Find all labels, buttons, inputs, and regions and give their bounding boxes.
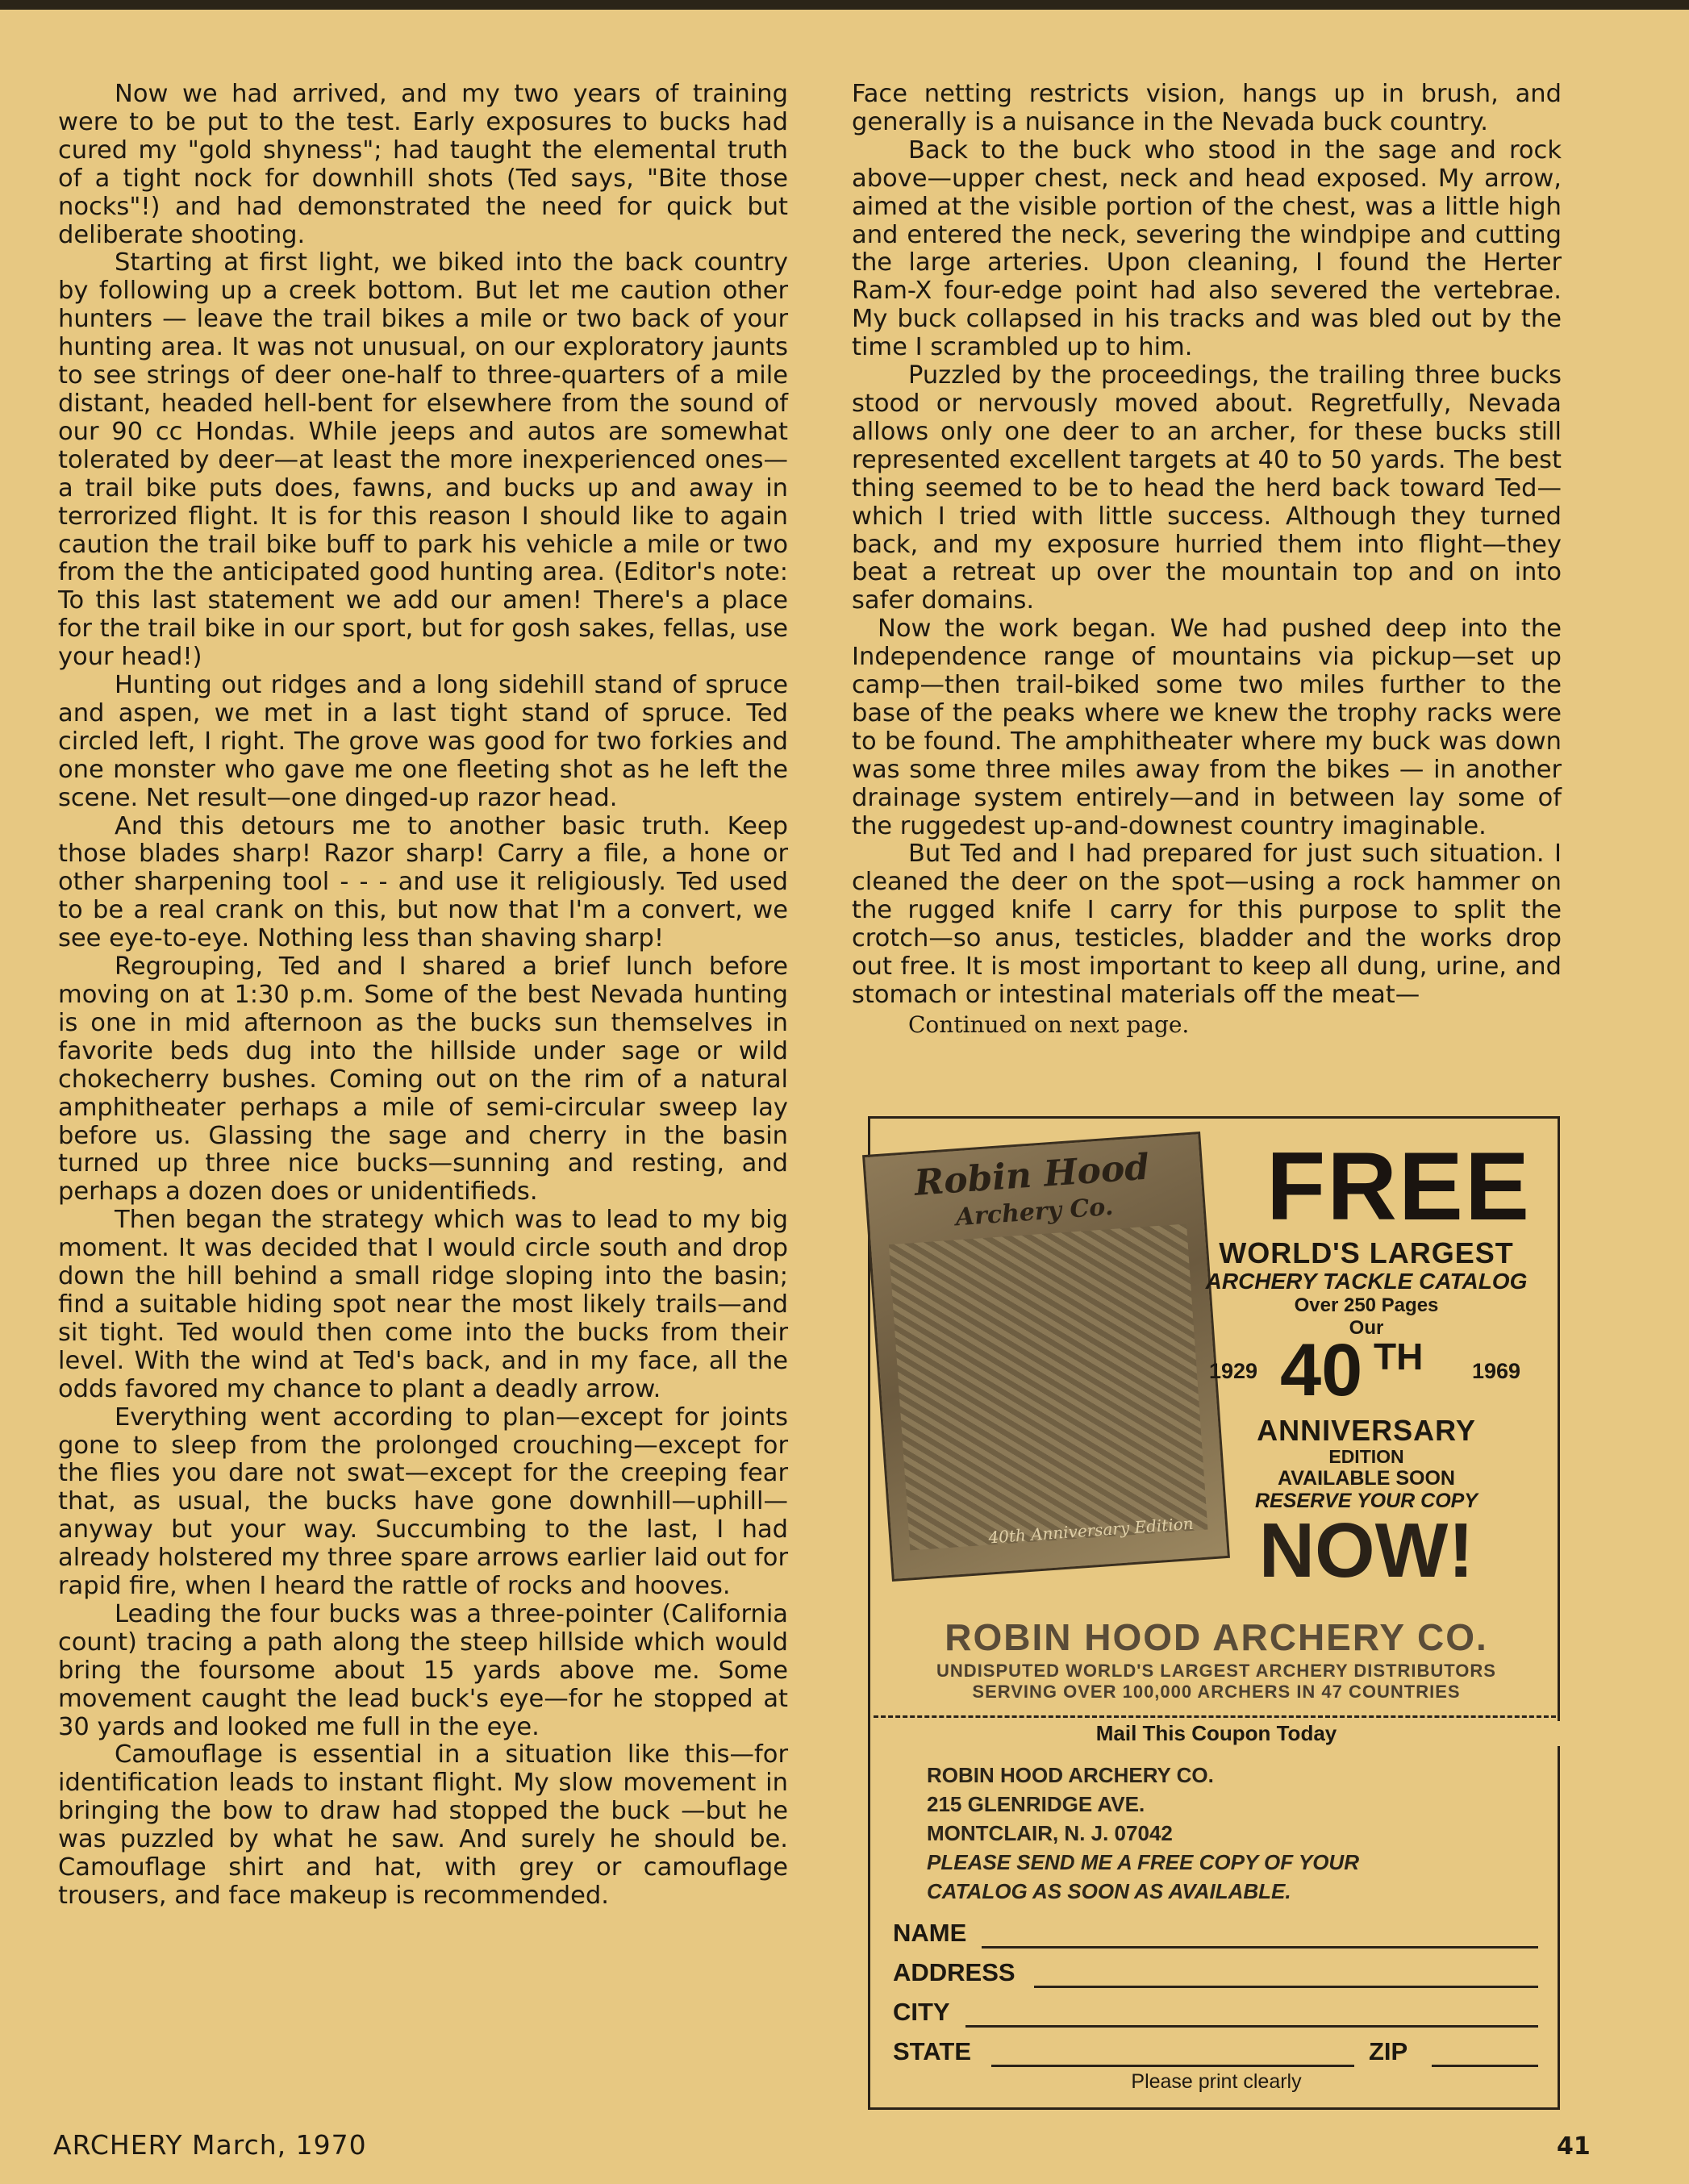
ad-our: Our [1349, 1317, 1384, 1339]
ad-worlds-largest: WORLD'S LARGEST [1219, 1236, 1514, 1269]
coupon-name-field[interactable]: NAME [893, 1919, 1538, 1958]
paragraph: Then began the strategy which was to lead to my big moment. It was decided that I would circle south and drop down the hill behind a small ridge sloping into the basin; find a suitable hiding spot near the most likely trails—and sit tight. Ted would then come into the bucks from their level. With the wind at Ted's back, and in my face, all the odds favored my chance to plant a deadly arrow. [58, 1206, 788, 1403]
coupon-address-field[interactable]: ADDRESS [893, 1958, 1538, 1998]
robin-hood-advertisement [868, 1116, 1560, 2110]
magazine-footer: ARCHERY March, 1970 [53, 2129, 367, 2161]
catalog-logo: Robin Hood Archery Co. [912, 1146, 1151, 1232]
paragraph: Everything went according to plan—except for joints gone to sleep from the prolonged crouching—except for the flies you dare not swat—except for the creeping fear that, as usual, the bucks have gone downhill—uphill—anyway but your way. Succumbing to the last, I had already holstered my three spare arrows earlier laid out for rapid fire, when I heard the rattle of rocks and hooves. [58, 1403, 788, 1601]
paragraph: Leading the four bucks was a three-pointer (California count) tracing a path along the steep hillside which would bring the foursome about 15 yards above me. Some movement caught the lead buck's eye—for he stopped at 30 yards and looked me full in the eye. [58, 1599, 788, 1741]
catalog-edition-label: 40th Anniversary Edition [987, 1513, 1195, 1548]
coupon-state-zip-field[interactable]: STATE ZIP [893, 2037, 1538, 2077]
ad-catalog-title: ARCHERY TACKLE CATALOG [1205, 1269, 1528, 1294]
catalog-cover-illustration [889, 1223, 1208, 1550]
article-column-right [852, 81, 1562, 1040]
paragraph: Now we had arrived, and my two years of training were to be put to the test. Early exposures to bucks had cured my "gold shyness"; had taught the elemental truth of a tight nock for downhill shots (Ted says, "Bite those nocks"!) and had demonstrated the need for quick but deliberate shooting. [58, 80, 788, 249]
ad-headline-free: FREE [1266, 1132, 1532, 1240]
ad-forty: 40 [1280, 1329, 1363, 1411]
catalog-cover-image [862, 1132, 1230, 1582]
paragraph: Camouflage is essential in a situation like this—for identification leads to instant flight. My slow movement in bringing the bow to draw had stopped the buck —but he was puzzled by what he saw. And surely he should be. Camouflage shirt and hat, with grey or camouflage trousers, and face makeup is recommended. [58, 1740, 788, 1910]
page-top-edge [0, 0, 1689, 10]
paragraph: Face netting restricts vision, hangs up in brush, and generally is a nuisance in the Nevada buck country. [852, 80, 1562, 136]
ad-anniversary: ANNIVERSARY [1257, 1414, 1476, 1447]
paragraph: Hunting out ridges and a long sidehill stand of spruce and aspen, we met in a last tight stand of spruce. Ted circled left, I right. The grove was good for two forkies and one monster who gave me one fleeting shot as he left the scene. Net result—one dinged-up razor head. [58, 671, 788, 812]
ad-th: TH [1374, 1336, 1424, 1378]
ad-year-end: 1969 [1472, 1359, 1521, 1383]
ad-distributors-line: UNDISPUTED WORLD'S LARGEST ARCHERY DISTRIBUTORS [936, 1661, 1496, 1681]
ad-pages: Over 250 Pages [1294, 1294, 1439, 1316]
paragraph: And this detours me to another basic truth. Keep those blades sharp! Razor sharp! Carry a file, a hone or other sharpening tool - - - and use it religiously. Ted used to be a real crank on this, but now that I'm a convert, we see eye-to-eye. Nothing less than shaving sharp! [58, 811, 788, 953]
coupon-form [893, 1919, 1538, 2077]
paragraph: Regrouping, Ted and I shared a brief lunch before moving on at 1:30 p.m. Some of the best Nevada hunting is one in mid afternoon as the bucks sun themselves in favorite beds dug into the hillside under sage or wild chokecherry bushes. Coming out on the rim of a natural amphitheater perhaps a mile of semi-circular sweep lay before us. Glassing the sage and cherry in the basin turned up three nice bucks—sunning and resting, and perhaps a dozen does or unidentifieds. [58, 952, 788, 1207]
mail-coupon-label: Mail This Coupon Today [870, 1721, 1562, 1746]
coupon-city-field[interactable]: CITY [893, 1998, 1538, 2037]
ad-edition: EDITION [1328, 1446, 1404, 1467]
coupon-cut-line [874, 1715, 1556, 1718]
paragraph: Starting at first light, we biked into the back country by following up a creek bottom. But let me caution other hunters — leave the trail bikes a mile or two back of your hunting area. It was not unusual, on our exploratory jaunts to see strings of deer one-half to three-quarters of a mile distant, headed hell-bent for elsewhere from the sound of our 90 cc Hondas. While jeeps and autos are somewhat tolerated by deer—at least the more inexperienced ones—a trail bike puts does, fawns, and bucks up and away in terrorized flight. It is for this reason I should like to again caution the trail bike buff to park his vehicle a mile or two from the the anticipated good hunting area. (Editor's note: To this last statement we add our amen! There's a place for the trail bike in our sport, but for gosh sakes, fellas, use your head!) [58, 248, 788, 672]
ad-distributors-line: SERVING OVER 100,000 ARCHERS IN 47 COUNTRIES [972, 1682, 1461, 1702]
continued-note: Continued on next page. [908, 1011, 1190, 1038]
article-column-left [58, 81, 788, 1911]
ad-now: NOW! [1258, 1507, 1474, 1594]
ad-company-name: ROBIN HOOD ARCHERY CO. [945, 1616, 1488, 1658]
coupon-address: ROBIN HOOD ARCHERY CO. 215 GLENRIDGE AVE. MONTCLAIR, N. J. 07042 PLEASE SEND ME A FREE COPY OF YOUR CATALOG AS SOON AS AVAILABLE. [927, 1763, 1359, 1903]
paragraph: But Ted and I had prepared for just such situation. I cleaned the deer on the spot—using a rock hammer on the rugged knife I carry for this purpose to split the crotch—so anus, testicles, bladder and the works drop out free. It is most important to keep all dung, urine, and stomach or intestinal materials off the meat— [852, 840, 1562, 1009]
print-clearly-note: Please print clearly [1131, 2070, 1302, 2093]
ad-year-start: 1929 [1209, 1359, 1258, 1383]
page-number: 41 [1557, 2132, 1591, 2161]
paragraph: Now the work began. We had pushed deep into the Independence range of mountains via pickup—set up camp—then trail-biked some two miles further to the base of the peaks where we knew the trophy racks were to be found. The amphitheater where my buck was down was some three miles away from the bikes — in another drainage system entirely—and in between lay some of the ruggedest up-and-downest country imaginable. [852, 615, 1562, 840]
paragraph: Puzzled by the proceedings, the trailing three bucks stood or nervously moved about. Regretfully, Nevada allows only one deer to an archer, for these bucks still represented excellent targets at 40 to 50 yards. The best thing seemed to be to head the herd back toward Ted—which I tried with little success. Although they turned back, and my exposure hurried them into flight—they beat a retreat up over the mountain top and on into safer domains. [852, 361, 1562, 615]
paragraph: Back to the buck who stood in the sage and rock above—upper chest, neck and head exposed. My arrow, aimed at the visible portion of the chest, was a little high and entered the neck, severing the windpipe and cutting the large arteries. Upon cleaning, I found the Herter Ram-X four-edge point had also severed the vertebrae. My buck collapsed in his tracks and was bled out by the time I scrambled up to him. [852, 135, 1562, 362]
ad-reserve-copy: RESERVE YOUR COPY [1254, 1490, 1478, 1512]
ad-available-soon: AVAILABLE SOON [1278, 1467, 1455, 1490]
